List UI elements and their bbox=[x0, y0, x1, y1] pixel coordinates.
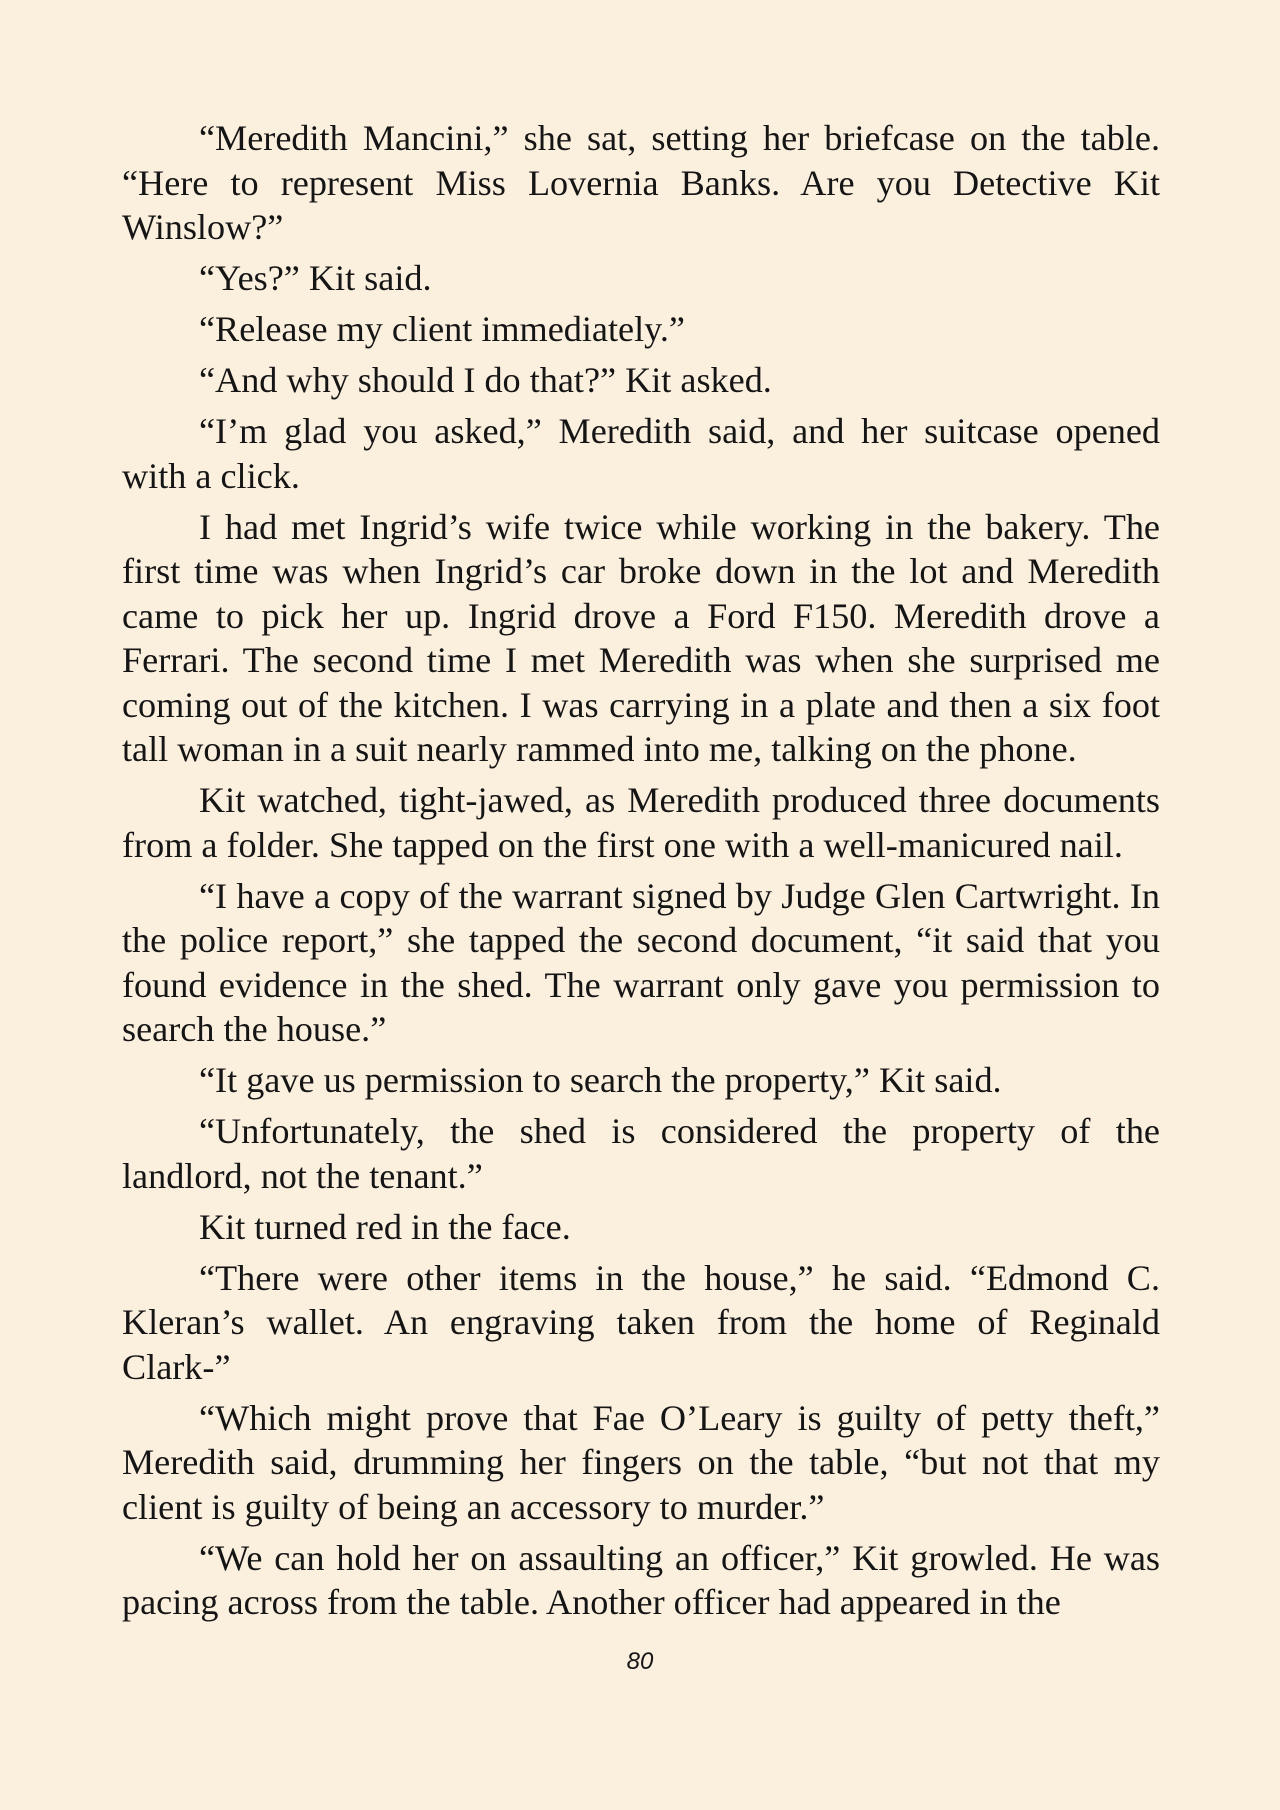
paragraph: “There were other items in the house,” he said. “Edmond C. Kleran’s wallet. An engraving taken from the home of Reginald Clark-” bbox=[122, 1257, 1160, 1387]
paragraph: “Which might prove that Fae O’Leary is guilty of petty theft,” Meredith said, drumming her fingers on the table, “but not that my client is guilty of being an accessory to murder.” bbox=[122, 1397, 1160, 1527]
paragraph: “Yes?” Kit said. bbox=[199, 258, 432, 298]
paragraph: “Meredith Mancini,” she sat, setting her briefcase on the table. “Here to represent Miss Lovernia Banks. Are you Detective Kit Winslow?” bbox=[122, 118, 1160, 247]
paragraph: “We can hold her on assaulting an officer,” Kit growled. He was pacing across from the table. Another officer had appeared in the bbox=[122, 1537, 1160, 1622]
body-text bbox=[122, 116, 1160, 1631]
page-number: 80 bbox=[626, 1648, 654, 1675]
paragraph: “I’m glad you asked,” Meredith said, and her suitcase opened with a click. bbox=[122, 411, 1160, 496]
paragraph: “Release my client immediately.” bbox=[199, 309, 685, 349]
paragraph: “And why should I do that?” Kit asked. bbox=[199, 360, 772, 400]
paragraph: “It gave us permission to search the property,” Kit said. bbox=[199, 1060, 1002, 1100]
paragraph: Kit turned red in the face. bbox=[199, 1206, 571, 1247]
paragraph: Kit watched, tight-jawed, as Meredith produced three documents from a folder. She tapped on the first one with a well-manicured nail. bbox=[122, 780, 1160, 865]
paragraph: “I have a copy of the warrant signed by Judge Glen Cartwright. In the police report,” she tapped the second document, “it said that you found evidence in the shed. The warrant only gave you permission to search the house.” bbox=[122, 875, 1160, 1049]
paragraph: I had met Ingrid’s wife twice while working in the bakery. The first time was when Ingrid’s car broke down in the lot and Meredith came to pick her up. Ingrid drove a Ford F150. Meredith drove a Ferrari. The second time I met Meredith was when she surprised me coming out of the kitchen. I was carrying in a plate and then a six foot tall woman in a suit nearly rammed into me, talking on the phone. bbox=[122, 506, 1160, 769]
paragraph: “Unfortunately, the shed is considered the property of the landlord, not the tenant.” bbox=[122, 1111, 1160, 1196]
